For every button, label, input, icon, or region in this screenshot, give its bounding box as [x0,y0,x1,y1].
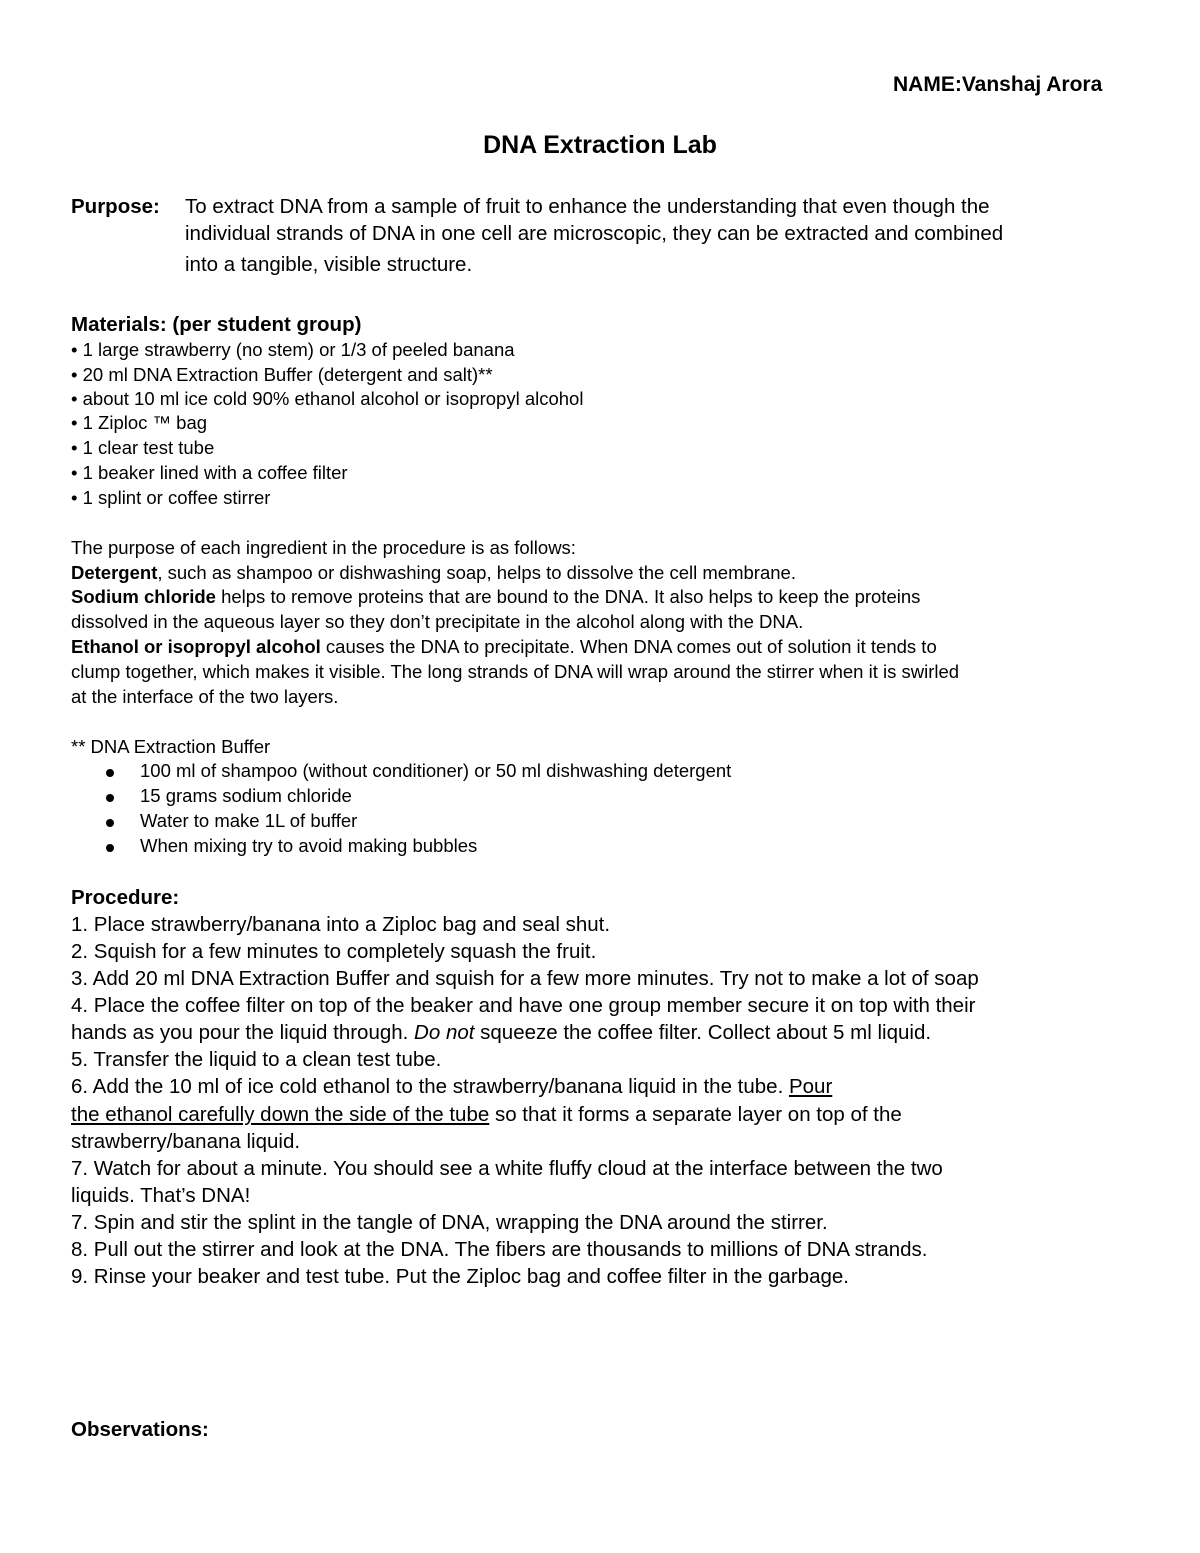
ingredient-detergent: Detergent, such as shampoo or dishwashing soap, helps to dissolve the cell membrane. [71,562,796,583]
purpose-label: Purpose: [71,195,160,218]
materials-heading: Materials: (per student group) [71,313,362,336]
purpose-line: To extract DNA from a sample of fruit to enhance the understanding that even though the [185,195,990,218]
ingredient-term: Detergent [71,562,158,583]
student-name: NAME:Vanshaj Arora [893,73,1103,96]
procedure-step: 7. Watch for about a minute. You should see a white fluffy cloud at the interface between the two [71,1157,943,1180]
procedure-heading: Procedure: [71,886,180,909]
materials-item: • 1 beaker lined with a coffee filter [71,462,348,483]
purpose-line: into a tangible, visible structure. [185,253,473,276]
materials-item: • 20 ml DNA Extraction Buffer (detergent and salt)** [71,364,493,385]
ingredient-salt: Sodium chloride helps to remove proteins that are bound to the DNA. It also helps to keep the proteins [71,586,921,607]
procedure-step: 8. Pull out the stirrer and look at the DNA. The fibers are thousands to millions of DNA strands. [71,1238,928,1261]
ingredients-intro: The purpose of each ingredient in the procedure is as follows: [71,537,576,558]
ingredient-term: Ethanol or isopropyl alcohol [71,636,321,657]
materials-item: • about 10 ml ice cold 90% ethanol alcohol or isopropyl alcohol [71,388,584,409]
procedure-step: 5. Transfer the liquid to a clean test tube. [71,1048,442,1071]
procedure-step-cont: strawberry/banana liquid. [71,1130,301,1153]
bullet-icon [106,819,114,827]
observations-heading: Observations: [71,1418,209,1441]
procedure-step: 6. Add the 10 ml of ice cold ethanol to the strawberry/banana liquid in the tube. Pour [71,1075,833,1098]
ingredient-ethanol-cont: clump together, which makes it visible. The long strands of DNA will wrap around the stirrer when it is swirled [71,661,960,682]
procedure-step: 4. Place the coffee filter on top of the beaker and have one group member secure it on top with their [71,994,976,1017]
procedure-step-cont: hands as you pour the liquid through. Do not squeeze the coffee filter. Collect about 5 ml liquid. [71,1021,932,1044]
bullet-icon [106,844,114,852]
procedure-step-cont: liquids. That’s DNA! [71,1184,251,1207]
procedure-step: 3. Add 20 ml DNA Extraction Buffer and squish for a few more minutes. Try not to make a lot of soap [71,967,979,990]
ingredient-term: Sodium chloride [71,586,216,607]
page-title: DNA Extraction Lab [483,131,717,159]
procedure-step-cont: the ethanol carefully down the side of the tube so that it forms a separate layer on top of the [71,1103,902,1126]
bullet-icon [106,769,114,777]
ingredient-ethanol-cont: at the interface of the two layers. [71,686,339,707]
ingredient-salt-cont: dissolved in the aqueous layer so they don’t precipitate in the alcohol along with the DNA. [71,611,804,632]
procedure-step: 1. Place strawberry/banana into a Ziploc bag and seal shut. [71,913,611,936]
procedure-step: 9. Rinse your beaker and test tube. Put the Ziploc bag and coffee filter in the garbage. [71,1265,849,1288]
bullet-icon [106,794,114,802]
ingredient-ethanol: Ethanol or isopropyl alcohol causes the DNA to precipitate. When DNA comes out of solution it tends to [71,636,937,657]
materials-item: • 1 large strawberry (no stem) or 1/3 of peeled banana [71,339,515,360]
materials-item: • 1 Ziploc ™ bag [71,412,208,433]
materials-item: • 1 clear test tube [71,437,215,458]
worksheet-page: NAME:Vanshaj Arora DNA Extraction Lab Purpose: To extract DNA from a sample of fruit to enhance the understanding that even though the individual strands of DNA in one cell are microscopic, they can be extracted and combined into a tangible, visible structure. Materials: (per student group) • 1 large strawberry (no stem) or 1/3 of peeled banana • 20 ml DNA Extraction Buffer (detergent and salt)** • about 10 ml ice cold 90% ethanol alcohol or isopropyl alcohol • 1 Ziploc ™ bag • 1 clear test tube • 1 beaker lined with a coffee filter • 1 splint or coffee stirrer The purpose of each ingredient in the procedure is as follows: Detergent, such as shampoo or dishwashing soap, helps to dissolve the cell membrane. Sodium chloride helps to remove proteins that are bound to the DNA. It also helps to keep the proteins dissolved in the aqueous layer so they don’t precipitate in the alcohol along with the DNA. Ethanol or isopropyl alcohol causes the DNA to precipitate. When DNA comes out of solution it tends to clump together, which makes it visible. The long strands of DNA will wrap around the stirrer when it is swirled at the interface of the two layers. ** DNA Extraction Buffer 100 ml of shampoo (without conditioner) or 50 ml dishwashing detergent 15 grams sodium chloride Water to make 1L of buffer When mixing try to avoid making bubbles Procedure: 1. Place strawberry/banana into a Ziploc bag and seal shut. 2. Squish for a few minutes to completely squash the fruit. 3. Add 20 ml DNA Extraction Buffer and squish for a few more minutes. Try not to make a lot of soap 4. Place the coffee filter on top of the beaker and have one group member secure it on top with their hands as you pour the liquid through. Do not squeeze the coffee filter. Collect about 5 ml liquid. 5. Transfer the liquid to a clean test tube. 6. Add the 10 ml of ice cold ethanol to the strawberry/banana liquid in the tube. Pour the ethanol carefully down the side of the tube so that it forms a separate layer on top of the strawberry/banana liquid. 7. Watch for about a minute. You should see a white fluffy cloud at the interface between the two liquids. That’s DNA! 7. Spin and stir the splint in the tangle of DNA, wrapping the DNA around the stirrer. 8. Pull out the stirrer and look at the DNA. The fibers are thousands to millions of DNA strands. 9. Rinse your beaker and test tube. Put the Ziploc bag and coffee filter in the garbage. Observations: [0,0,1200,1553]
materials-item: • 1 splint or coffee stirrer [71,487,271,508]
procedure-step: 7. Spin and stir the splint in the tangle of DNA, wrapping the DNA around the stirrer. [71,1211,828,1234]
procedure-step: 2. Squish for a few minutes to completely squash the fruit. [71,940,597,963]
purpose-line: individual strands of DNA in one cell are microscopic, they can be extracted and combined [185,222,1004,245]
buffer-heading: ** DNA Extraction Buffer [71,736,271,757]
